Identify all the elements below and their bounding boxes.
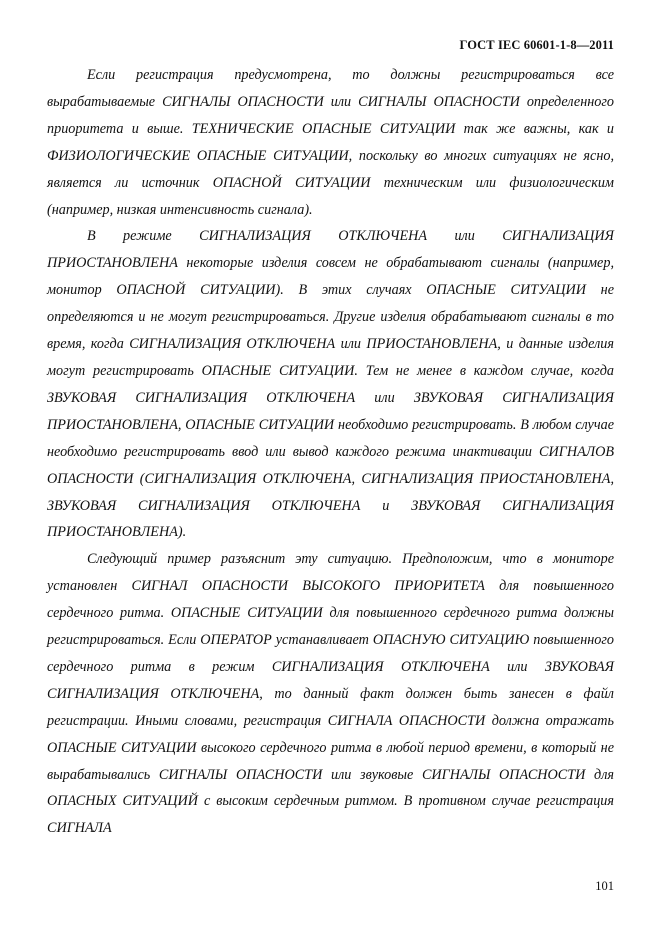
- page-number: 101: [595, 879, 614, 893]
- document-header: ГОСТ IEC 60601-1-8—2011: [459, 38, 614, 52]
- paragraph-recording: Если регистрация предусмотрена, то должны регистрироваться все вырабатываемые СИГНАЛЫ ОПАСНОСТИ или СИГНАЛЫ ОПАСНОСТИ определенного приоритета и выше. ТЕХНИЧЕСКИЕ ОПАСНЫЕ СИТУАЦИИ так же важны, как и ФИЗИОЛОГИЧЕСКИЕ ОПАСНЫЕ СИТУАЦИИ, поскольку во многих ситуациях не ясно, является ли источник ОПАСНОЙ СИТУАЦИИ техническим или физиологическим (например, низкая интенсивность сигнала).: [47, 67, 614, 218]
- document-body: [47, 62, 614, 842]
- paragraph-example: Следующий пример разъяснит эту ситуацию. Предположим, что в мониторе установлен СИГНАЛ ОПАСНОСТИ ВЫСОКОГО ПРИОРИТЕТА для повышенного сердечного ритма. ОПАСНЫЕ СИТУАЦИИ для повышенного сердечного ритма должны регистрироваться. Если ОПЕРАТОР устанавливает ОПАСНУЮ СИТУАЦИЮ повышенного сердечного ритма в режим СИГНАЛИЗАЦИЯ ОТКЛЮЧЕНА или ЗВУКОВАЯ СИГНАЛИЗАЦИЯ ОТКЛЮЧЕНА, то данный факт должен быть занесен в файл регистрации. Иными словами, регистрация СИГНАЛА ОПАСНОСТИ должна отражать ОПАСНЫЕ СИТУАЦИИ высокого сердечного ритма в любой период времени, в который не вырабатывались СИГНАЛЫ ОПАСНОСТИ или звуковые СИГНАЛЫ ОПАСНОСТИ для ОПАСНЫХ СИТУАЦИЙ с высоким сердечным ритмом. В противном случае регистрация СИГНАЛА: [47, 551, 614, 837]
- paragraph-alarm-off-modes: В режиме СИГНАЛИЗАЦИЯ ОТКЛЮЧЕНА или СИГНАЛИЗАЦИЯ ПРИОСТАНОВЛЕНА некоторые изделия совсем не обрабатывают сигналы (например, монитор ОПАСНОЙ СИТУАЦИИ). В этих случаях ОПАСНЫЕ СИТУАЦИИ не определяются и не могут регистрироваться. Другие изделия обрабатывают сигналы в то время, когда СИГНАЛИЗАЦИЯ ОТКЛЮЧЕНА или ПРИОСТАНОВЛЕНА, и данные изделия могут регистрировать ОПАСНЫЕ СИТУАЦИИ. Тем не менее в каждом случае, когда ЗВУКОВАЯ СИГНАЛИЗАЦИЯ ОТКЛЮЧЕНА или ЗВУКОВАЯ СИГНАЛИЗАЦИЯ ПРИОСТАНОВЛЕНА, ОПАСНЫЕ СИТУАЦИИ необходимо регистрировать. В любом случае необходимо регистрировать ввод или вывод каждого режима инактивации СИГНАЛОВ ОПАСНОСТИ (СИГНАЛИЗАЦИЯ ОТКЛЮЧЕНА, СИГНАЛИЗАЦИЯ ПРИОСТАНОВЛЕНА, ЗВУКОВАЯ СИГНАЛИЗАЦИЯ ОТКЛЮЧЕНА и ЗВУКОВАЯ СИГНАЛИЗАЦИЯ ПРИОСТАНОВЛЕНА).: [47, 228, 614, 541]
